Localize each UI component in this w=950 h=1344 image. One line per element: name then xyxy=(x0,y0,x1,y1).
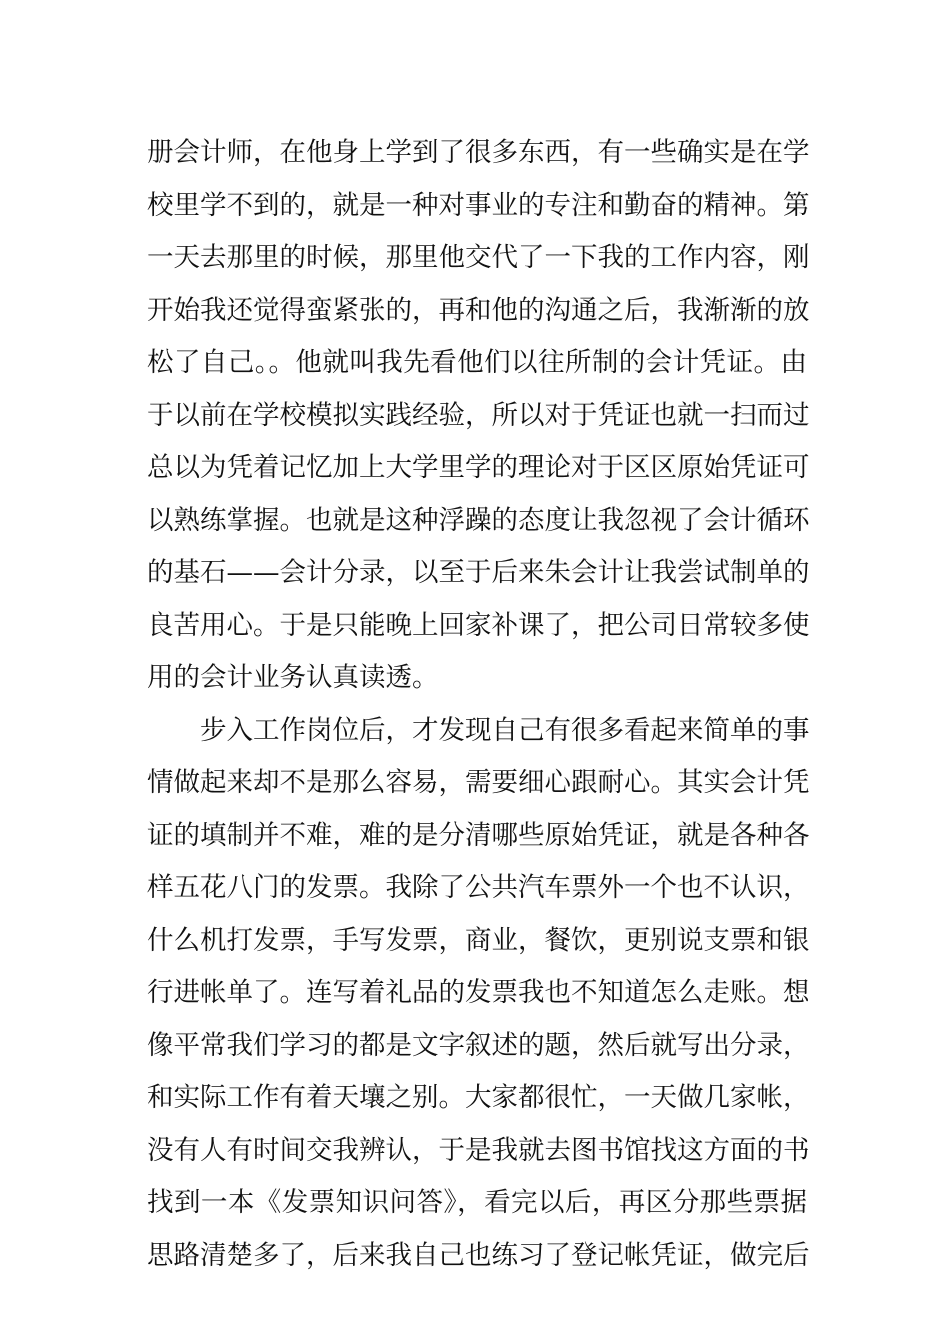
text-line: 情做起来却不是那么容易，需要细心跟耐心。其实会计凭 xyxy=(147,767,810,798)
text-line: 样五花八门的发票。我除了公共汽车票外一个也不认识， xyxy=(147,872,810,903)
paragraph-1 xyxy=(147,127,810,705)
text-line: 以熟练掌握。也就是这种浮躁的态度让我忽视了会计循环 xyxy=(147,504,810,536)
text-line: 找到一本《发票知识问答》，看完以后，再区分那些票据 xyxy=(147,1187,807,1218)
text-line: 松了自己。。他就叫我先看他们以往所制的会计凭证。由 xyxy=(147,347,807,378)
text-line: 思路清楚多了，后来我自己也练习了登记帐凭证，做完后 xyxy=(147,1239,810,1271)
text-line-first-indented: 步入工作岗位后，才发现自己有很多看起来简单的事 xyxy=(200,714,810,746)
text-line: 行进帐单了。连写着礼品的发票我也不知道怎么走账。想 xyxy=(147,977,810,1008)
text-line-last: 用的会计业务认真读透。 xyxy=(147,662,439,693)
text-line: 于以前在学校模拟实践经验，所以对于凭证也就一扫而过 xyxy=(147,399,810,431)
text-line: 良苦用心。于是只能晚上回家补课了，把公司日常较多使 xyxy=(147,609,810,641)
text-line: 总以为凭着记忆加上大学里学的理论对于区区原始凭证可 xyxy=(147,452,810,483)
text-line: 像平常我们学习的都是文字叙述的题，然后就写出分录， xyxy=(147,1029,810,1061)
text-line: 校里学不到的，就是一种对事业的专注和勤奋的精神。第 xyxy=(147,189,810,221)
text-line: 和实际工作有着天壤之别。大家都很忙，一天做几家帐， xyxy=(147,1082,810,1113)
text-line: 开始我还觉得蛮紧张的，再和他的沟通之后，我渐渐的放 xyxy=(147,294,810,326)
text-line: 一天去那里的时候，那里他交代了一下我的工作内容，刚 xyxy=(147,242,810,273)
text-line: 证的填制并不难，难的是分清哪些原始凭证，就是各种各 xyxy=(147,819,810,851)
text-line: 册会计师，在他身上学到了很多东西，有一些确实是在学 xyxy=(147,137,810,168)
paragraph-2 xyxy=(147,705,810,1283)
text-line: 没有人有时间交我辨认，于是我就去图书馆找这方面的书 xyxy=(147,1134,810,1166)
text-line: 什么机打发票，手写发票，商业，餐饮，更别说支票和银 xyxy=(147,924,810,956)
text-line: 的基石——会计分录，以至于后来朱会计让我尝试制单的 xyxy=(147,557,810,588)
document-body xyxy=(147,127,810,1282)
